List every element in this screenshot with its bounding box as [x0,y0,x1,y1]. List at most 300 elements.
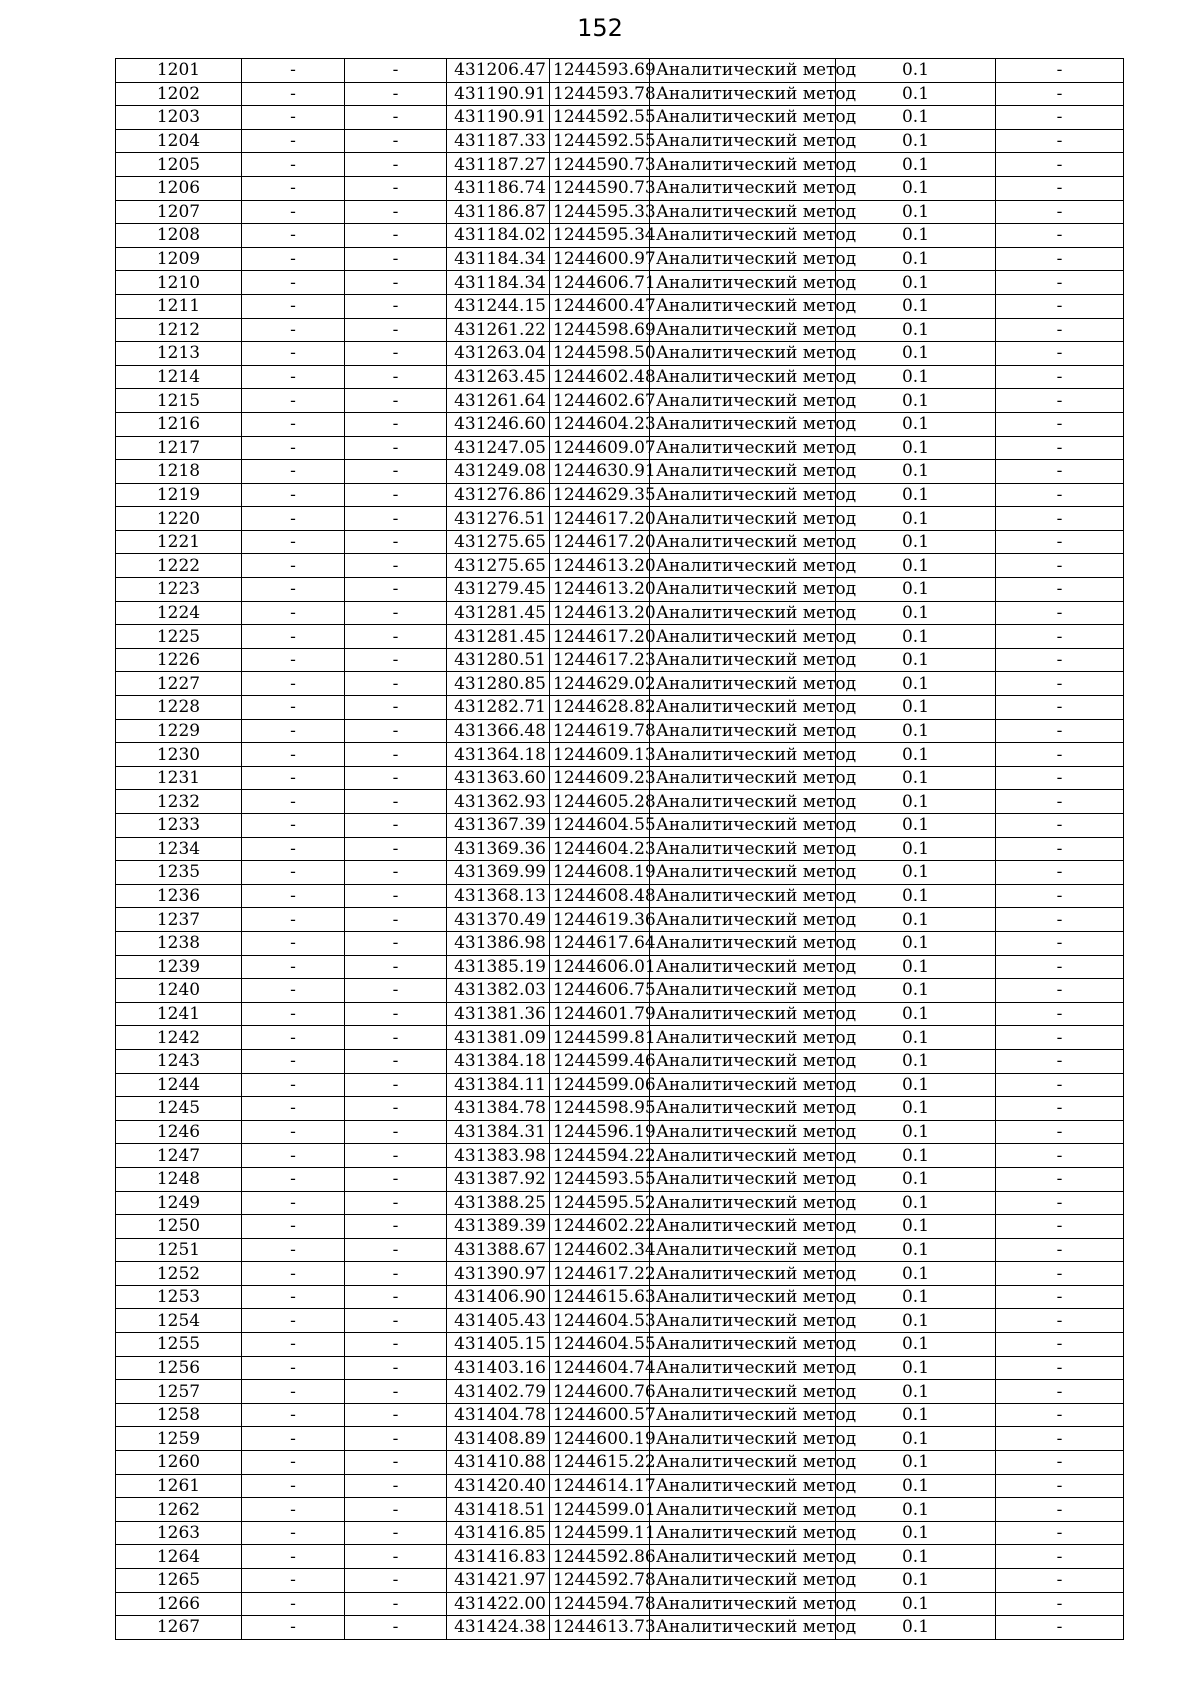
description-cell: - [996,1427,1124,1451]
description-cell: - [996,1002,1124,1026]
accuracy-cell: 0.1 [836,955,996,979]
empty-cell-b: - [345,1451,447,1475]
y-coordinate-cell: 1244617.23 [550,648,650,672]
description-cell: - [996,200,1124,224]
empty-cell-a: - [242,247,345,271]
x-coordinate-cell: 431190.91 [447,106,550,130]
point-number-cell: 1207 [116,200,242,224]
point-number-cell: 1250 [116,1215,242,1239]
y-coordinate-cell: 1244602.48 [550,365,650,389]
empty-cell-b: - [345,1238,447,1262]
accuracy-cell: 0.1 [836,1451,996,1475]
y-coordinate-cell: 1244592.55 [550,129,650,153]
empty-cell-a: - [242,554,345,578]
table-row [116,483,1124,507]
y-coordinate-cell: 1244605.28 [550,790,650,814]
accuracy-cell: 0.1 [836,271,996,295]
table-row [116,1285,1124,1309]
table-row [116,460,1124,484]
method-cell: Аналитический метод [650,1474,836,1498]
description-cell: - [996,365,1124,389]
accuracy-cell: 0.1 [836,1474,996,1498]
empty-cell-b: - [345,884,447,908]
x-coordinate-cell: 431275.65 [447,554,550,578]
y-coordinate-cell: 1244606.71 [550,271,650,295]
method-cell: Аналитический метод [650,365,836,389]
method-cell: Аналитический метод [650,1403,836,1427]
point-number-cell: 1260 [116,1451,242,1475]
description-cell: - [996,1285,1124,1309]
empty-cell-b: - [345,1049,447,1073]
table-row [116,1120,1124,1144]
y-coordinate-cell: 1244609.13 [550,743,650,767]
empty-cell-a: - [242,790,345,814]
method-cell: Аналитический метод [650,1498,836,1522]
accuracy-cell: 0.1 [836,1592,996,1616]
y-coordinate-cell: 1244599.81 [550,1026,650,1050]
description-cell: - [996,1309,1124,1333]
point-number-cell: 1232 [116,790,242,814]
description-cell: - [996,1545,1124,1569]
y-coordinate-cell: 1244593.78 [550,82,650,106]
table-row [116,507,1124,531]
empty-cell-b: - [345,1616,447,1640]
x-coordinate-cell: 431406.90 [447,1285,550,1309]
x-coordinate-cell: 431187.27 [447,153,550,177]
table-row [116,436,1124,460]
empty-cell-a: - [242,1144,345,1168]
empty-cell-b: - [345,1215,447,1239]
empty-cell-a: - [242,625,345,649]
x-coordinate-cell: 431184.34 [447,271,550,295]
y-coordinate-cell: 1244596.19 [550,1120,650,1144]
empty-cell-a: - [242,1191,345,1215]
description-cell: - [996,1144,1124,1168]
empty-cell-b: - [345,1403,447,1427]
empty-cell-b: - [345,1120,447,1144]
empty-cell-a: - [242,153,345,177]
point-number-cell: 1213 [116,342,242,366]
description-cell: - [996,979,1124,1003]
empty-cell-a: - [242,908,345,932]
empty-cell-a: - [242,696,345,720]
x-coordinate-cell: 431389.39 [447,1215,550,1239]
y-coordinate-cell: 1244598.50 [550,342,650,366]
table-row [116,318,1124,342]
accuracy-cell: 0.1 [836,1569,996,1593]
empty-cell-b: - [345,530,447,554]
point-number-cell: 1266 [116,1592,242,1616]
method-cell: Аналитический метод [650,129,836,153]
x-coordinate-cell: 431363.60 [447,766,550,790]
point-number-cell: 1216 [116,412,242,436]
method-cell: Аналитический метод [650,790,836,814]
method-cell: Аналитический метод [650,1545,836,1569]
point-number-cell: 1227 [116,672,242,696]
x-coordinate-cell: 431422.00 [447,1592,550,1616]
x-coordinate-cell: 431244.15 [447,294,550,318]
empty-cell-a: - [242,1309,345,1333]
x-coordinate-cell: 431282.71 [447,696,550,720]
point-number-cell: 1259 [116,1427,242,1451]
empty-cell-b: - [345,342,447,366]
accuracy-cell: 0.1 [836,82,996,106]
table-row [116,1262,1124,1286]
method-cell: Аналитический метод [650,625,836,649]
y-coordinate-cell: 1244608.19 [550,861,650,885]
y-coordinate-cell: 1244592.78 [550,1569,650,1593]
accuracy-cell: 0.1 [836,342,996,366]
point-number-cell: 1234 [116,837,242,861]
x-coordinate-cell: 431388.25 [447,1191,550,1215]
table-row [116,106,1124,130]
table-row [116,648,1124,672]
accuracy-cell: 0.1 [836,1285,996,1309]
description-cell: - [996,59,1124,83]
accuracy-cell: 0.1 [836,106,996,130]
accuracy-cell: 0.1 [836,1616,996,1640]
accuracy-cell: 0.1 [836,1073,996,1097]
table-row [116,1026,1124,1050]
empty-cell-b: - [345,176,447,200]
x-coordinate-cell: 431418.51 [447,1498,550,1522]
point-number-cell: 1210 [116,271,242,295]
method-cell: Аналитический метод [650,601,836,625]
x-coordinate-cell: 431261.64 [447,389,550,413]
empty-cell-b: - [345,460,447,484]
method-cell: Аналитический метод [650,696,836,720]
table-row [116,342,1124,366]
description-cell: - [996,578,1124,602]
x-coordinate-cell: 431362.93 [447,790,550,814]
empty-cell-a: - [242,436,345,460]
y-coordinate-cell: 1244604.55 [550,1333,650,1357]
table-row [116,1616,1124,1640]
x-coordinate-cell: 431249.08 [447,460,550,484]
empty-cell-a: - [242,1451,345,1475]
method-cell: Аналитический метод [650,1002,836,1026]
table-row [116,554,1124,578]
coordinates-table [115,58,1124,1640]
description-cell: - [996,884,1124,908]
table-row [116,908,1124,932]
description-cell: - [996,153,1124,177]
accuracy-cell: 0.1 [836,648,996,672]
table-row [116,176,1124,200]
point-number-cell: 1245 [116,1097,242,1121]
accuracy-cell: 0.1 [836,507,996,531]
description-cell: - [996,1356,1124,1380]
point-number-cell: 1267 [116,1616,242,1640]
accuracy-cell: 0.1 [836,1215,996,1239]
empty-cell-a: - [242,1474,345,1498]
y-coordinate-cell: 1244628.82 [550,696,650,720]
y-coordinate-cell: 1244593.55 [550,1167,650,1191]
method-cell: Аналитический метод [650,1451,836,1475]
method-cell: Аналитический метод [650,1144,836,1168]
accuracy-cell: 0.1 [836,1498,996,1522]
empty-cell-b: - [345,1498,447,1522]
point-number-cell: 1237 [116,908,242,932]
point-number-cell: 1219 [116,483,242,507]
empty-cell-a: - [242,294,345,318]
x-coordinate-cell: 431416.85 [447,1521,550,1545]
table-row [116,814,1124,838]
x-coordinate-cell: 431424.38 [447,1616,550,1640]
accuracy-cell: 0.1 [836,1262,996,1286]
x-coordinate-cell: 431186.74 [447,176,550,200]
point-number-cell: 1247 [116,1144,242,1168]
point-number-cell: 1241 [116,1002,242,1026]
accuracy-cell: 0.1 [836,1356,996,1380]
method-cell: Аналитический метод [650,578,836,602]
empty-cell-a: - [242,743,345,767]
table-row [116,59,1124,83]
point-number-cell: 1262 [116,1498,242,1522]
accuracy-cell: 0.1 [836,837,996,861]
x-coordinate-cell: 431280.51 [447,648,550,672]
table-row [116,1592,1124,1616]
description-cell: - [996,1215,1124,1239]
point-number-cell: 1228 [116,696,242,720]
point-number-cell: 1264 [116,1545,242,1569]
point-number-cell: 1215 [116,389,242,413]
empty-cell-b: - [345,483,447,507]
y-coordinate-cell: 1244592.55 [550,106,650,130]
x-coordinate-cell: 431190.91 [447,82,550,106]
method-cell: Аналитический метод [650,1356,836,1380]
y-coordinate-cell: 1244600.76 [550,1380,650,1404]
description-cell: - [996,837,1124,861]
x-coordinate-cell: 431408.89 [447,1427,550,1451]
empty-cell-a: - [242,601,345,625]
table-row [116,271,1124,295]
y-coordinate-cell: 1244595.34 [550,224,650,248]
table-row [116,837,1124,861]
y-coordinate-cell: 1244608.48 [550,884,650,908]
point-number-cell: 1242 [116,1026,242,1050]
empty-cell-b: - [345,696,447,720]
table-row [116,129,1124,153]
empty-cell-b: - [345,672,447,696]
table-row [116,672,1124,696]
accuracy-cell: 0.1 [836,365,996,389]
x-coordinate-cell: 431247.05 [447,436,550,460]
point-number-cell: 1223 [116,578,242,602]
accuracy-cell: 0.1 [836,460,996,484]
x-coordinate-cell: 431186.87 [447,200,550,224]
empty-cell-b: - [345,837,447,861]
accuracy-cell: 0.1 [836,1167,996,1191]
empty-cell-b: - [345,153,447,177]
y-coordinate-cell: 1244613.73 [550,1616,650,1640]
x-coordinate-cell: 431281.45 [447,601,550,625]
y-coordinate-cell: 1244609.23 [550,766,650,790]
table-row [116,1569,1124,1593]
empty-cell-a: - [242,365,345,389]
description-cell: - [996,743,1124,767]
x-coordinate-cell: 431404.78 [447,1403,550,1427]
point-number-cell: 1253 [116,1285,242,1309]
method-cell: Аналитический метод [650,1521,836,1545]
empty-cell-b: - [345,200,447,224]
empty-cell-a: - [242,1167,345,1191]
empty-cell-b: - [345,1592,447,1616]
description-cell: - [996,176,1124,200]
description-cell: - [996,507,1124,531]
point-number-cell: 1256 [116,1356,242,1380]
accuracy-cell: 0.1 [836,625,996,649]
description-cell: - [996,814,1124,838]
table-row [116,955,1124,979]
empty-cell-b: - [345,554,447,578]
x-coordinate-cell: 431263.04 [447,342,550,366]
x-coordinate-cell: 431364.18 [447,743,550,767]
table-body [116,59,1124,1640]
empty-cell-a: - [242,1427,345,1451]
description-cell: - [996,1097,1124,1121]
method-cell: Аналитический метод [650,59,836,83]
description-cell: - [996,436,1124,460]
empty-cell-b: - [345,1474,447,1498]
description-cell: - [996,672,1124,696]
empty-cell-a: - [242,460,345,484]
y-coordinate-cell: 1244599.11 [550,1521,650,1545]
x-coordinate-cell: 431382.03 [447,979,550,1003]
table-row [116,294,1124,318]
point-number-cell: 1214 [116,365,242,389]
empty-cell-a: - [242,884,345,908]
description-cell: - [996,1073,1124,1097]
x-coordinate-cell: 431369.99 [447,861,550,885]
accuracy-cell: 0.1 [836,224,996,248]
method-cell: Аналитический метод [650,318,836,342]
point-number-cell: 1261 [116,1474,242,1498]
table-row [116,1403,1124,1427]
description-cell: - [996,601,1124,625]
method-cell: Аналитический метод [650,483,836,507]
x-coordinate-cell: 431370.49 [447,908,550,932]
empty-cell-b: - [345,247,447,271]
y-coordinate-cell: 1244595.52 [550,1191,650,1215]
empty-cell-a: - [242,837,345,861]
empty-cell-a: - [242,412,345,436]
empty-cell-b: - [345,1309,447,1333]
method-cell: Аналитический метод [650,436,836,460]
empty-cell-b: - [345,436,447,460]
method-cell: Аналитический метод [650,530,836,554]
x-coordinate-cell: 431281.45 [447,625,550,649]
x-coordinate-cell: 431367.39 [447,814,550,838]
method-cell: Аналитический метод [650,153,836,177]
description-cell: - [996,648,1124,672]
accuracy-cell: 0.1 [836,200,996,224]
description-cell: - [996,908,1124,932]
x-coordinate-cell: 431184.34 [447,247,550,271]
y-coordinate-cell: 1244606.75 [550,979,650,1003]
x-coordinate-cell: 431276.51 [447,507,550,531]
empty-cell-a: - [242,1545,345,1569]
point-number-cell: 1236 [116,884,242,908]
description-cell: - [996,1049,1124,1073]
empty-cell-b: - [345,861,447,885]
y-coordinate-cell: 1244604.53 [550,1309,650,1333]
description-cell: - [996,106,1124,130]
empty-cell-b: - [345,1167,447,1191]
x-coordinate-cell: 431421.97 [447,1569,550,1593]
y-coordinate-cell: 1244613.20 [550,554,650,578]
y-coordinate-cell: 1244602.22 [550,1215,650,1239]
x-coordinate-cell: 431275.65 [447,530,550,554]
accuracy-cell: 0.1 [836,1333,996,1357]
description-cell: - [996,790,1124,814]
accuracy-cell: 0.1 [836,247,996,271]
method-cell: Аналитический метод [650,955,836,979]
empty-cell-b: - [345,625,447,649]
table-row [116,790,1124,814]
method-cell: Аналитический метод [650,1592,836,1616]
table-row [116,1002,1124,1026]
method-cell: Аналитический метод [650,1049,836,1073]
empty-cell-a: - [242,861,345,885]
empty-cell-b: - [345,743,447,767]
empty-cell-b: - [345,412,447,436]
accuracy-cell: 0.1 [836,1097,996,1121]
point-number-cell: 1254 [116,1309,242,1333]
empty-cell-a: - [242,224,345,248]
table-row [116,389,1124,413]
y-coordinate-cell: 1244595.33 [550,200,650,224]
method-cell: Аналитический метод [650,342,836,366]
empty-cell-a: - [242,931,345,955]
empty-cell-b: - [345,790,447,814]
description-cell: - [996,1120,1124,1144]
y-coordinate-cell: 1244613.20 [550,601,650,625]
description-cell: - [996,1191,1124,1215]
empty-cell-a: - [242,1049,345,1073]
table-row [116,1167,1124,1191]
empty-cell-a: - [242,1521,345,1545]
x-coordinate-cell: 431381.09 [447,1026,550,1050]
description-cell: - [996,483,1124,507]
y-coordinate-cell: 1244600.19 [550,1427,650,1451]
x-coordinate-cell: 431386.98 [447,931,550,955]
empty-cell-b: - [345,1144,447,1168]
y-coordinate-cell: 1244609.07 [550,436,650,460]
empty-cell-a: - [242,1616,345,1640]
empty-cell-a: - [242,342,345,366]
method-cell: Аналитический метод [650,294,836,318]
point-number-cell: 1225 [116,625,242,649]
table-row [116,719,1124,743]
method-cell: Аналитический метод [650,389,836,413]
accuracy-cell: 0.1 [836,908,996,932]
table-row [116,1144,1124,1168]
method-cell: Аналитический метод [650,1427,836,1451]
empty-cell-b: - [345,648,447,672]
description-cell: - [996,294,1124,318]
x-coordinate-cell: 431384.11 [447,1073,550,1097]
x-coordinate-cell: 431279.45 [447,578,550,602]
y-coordinate-cell: 1244594.78 [550,1592,650,1616]
table-row [116,1474,1124,1498]
description-cell: - [996,719,1124,743]
table-row [116,1073,1124,1097]
method-cell: Аналитический метод [650,1073,836,1097]
accuracy-cell: 0.1 [836,1309,996,1333]
table-row [116,979,1124,1003]
method-cell: Аналитический метод [650,979,836,1003]
